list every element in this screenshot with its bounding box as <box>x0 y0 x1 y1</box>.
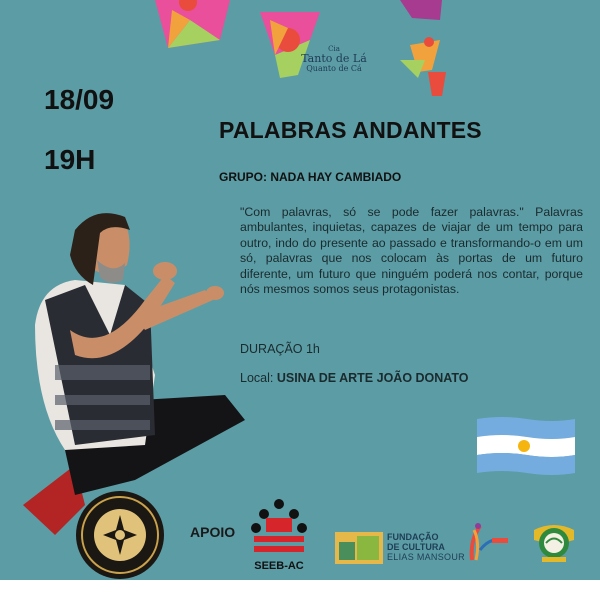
event-group: GRUPO: NADA HAY CAMBIADO <box>219 170 402 184</box>
fem-line-3: ELIAS MANSOUR <box>387 552 465 562</box>
logo-main-text: Tanto de Lá <box>301 52 367 66</box>
event-venue <box>240 371 469 385</box>
company-logo-text <box>284 46 384 73</box>
event-description: "Com palavras, só se pode fazer palavras." Palavras ambulantes, inquietas, capazes de viajar de um tempo para outro, indo do presente ao passado e transformando-o em um só, palavras que nos colocam às portas de um futuro diferente, um futuro que ninguém poderá nos contar, porque nós mesmos somos seus protagonistas. <box>240 205 583 297</box>
event-date: 18/09 <box>44 84 115 115</box>
fem-logo-text <box>387 532 465 562</box>
event-title: PALABRAS ANDANTES <box>219 117 482 143</box>
support-label: APOIO <box>190 524 236 540</box>
art-logo-icon <box>466 520 512 562</box>
event-time: 19H <box>44 144 96 175</box>
venue-label: Local: <box>240 371 274 385</box>
argentina-flag-image <box>477 415 575 477</box>
festival-seal-icon <box>75 490 165 580</box>
seeb-label: SEEB-AC <box>254 560 304 572</box>
logo-small-text: Cia <box>328 45 340 53</box>
fem-line-2: DE CULTURA <box>387 542 445 552</box>
acre-crest-icon <box>530 516 578 564</box>
event-duration: DURAÇÃO 1h <box>240 342 320 356</box>
logo-sub-text: Quanto de Cá <box>306 63 362 73</box>
bottom-white-strip <box>0 580 600 600</box>
venue-name: USINA DE ARTE JOÃO DONATO <box>276 371 469 385</box>
fem-logo-icon <box>335 532 383 564</box>
fem-line-1: FUNDAÇÃO <box>387 532 439 542</box>
